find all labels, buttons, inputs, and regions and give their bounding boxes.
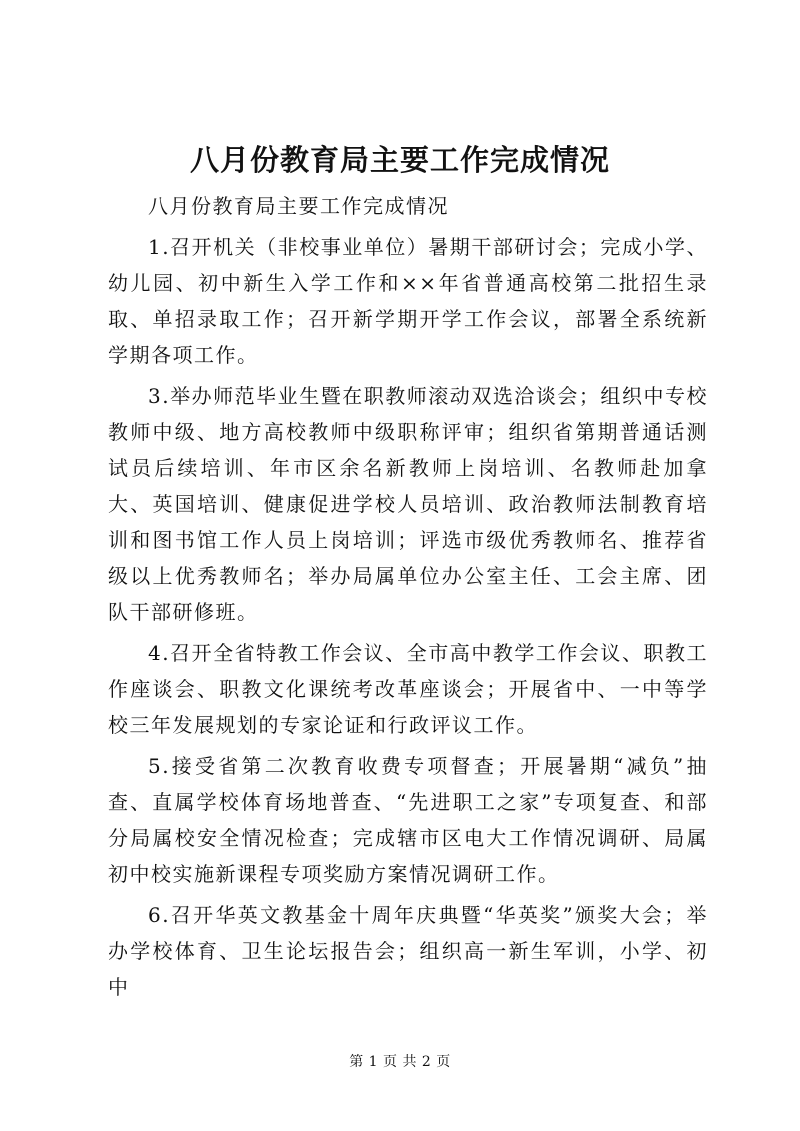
page-footer: 第 1 页 共 2 页 xyxy=(349,1054,451,1070)
paragraph-item-5: 5.接受省第二次教育收费专项督查；开展暑期“减负”抽查、直属学校体育场地普查、“先进职工之家”专项复查、和部分局属校安全情况检查；完成辖市区电大工作情况调研、局属初中校实施新课程专项奖励方案情况调研工作。 xyxy=(108,754,708,886)
paragraph-item-1: 1.召开机关（非校事业单位）暑期干部研讨会；完成小学、幼儿园、初中新生入学工作和××年省普通高校第二批招生录取、单招录取工作；召开新学期开学工作会议，部署全系统新学期各项工作。 xyxy=(108,235,708,367)
paragraph-subtitle: 八月份教育局主要工作完成情况 xyxy=(148,194,449,218)
paragraph-item-6: 6.召开华英文教基金十周年庆典暨“华英奖”颁奖大会；举办学校体育、卫生论坛报告会；组织高一新生军训，小学、初中 xyxy=(108,903,708,999)
document-body xyxy=(108,188,708,1005)
paragraph-item-4: 4.召开全省特教工作会议、全市高中教学工作会议、职教工作座谈会、职教文化课统考改革座谈会；开展省中、一中等学校三年发展规划的专家论证和行政评议工作。 xyxy=(108,641,708,737)
document-title: 八月份教育局主要工作完成情况 xyxy=(189,143,610,177)
paragraph-item-3: 3.举办师范毕业生暨在职教师滚动双选洽谈会；组织中专校教师中级、地方高校教师中级职称评审；组织省第期普通话测试员后续培训、年市区余名新教师上岗培训、名教师赴加拿大、英国培训、健康促进学校人员培训、政治教师法制教育培训和图书馆工作人员上岗培训；评选市级优秀教师名、推荐省级以上优秀教师名；举办局属单位办公室主任、工会主席、团队干部研修班。 xyxy=(108,384,708,624)
